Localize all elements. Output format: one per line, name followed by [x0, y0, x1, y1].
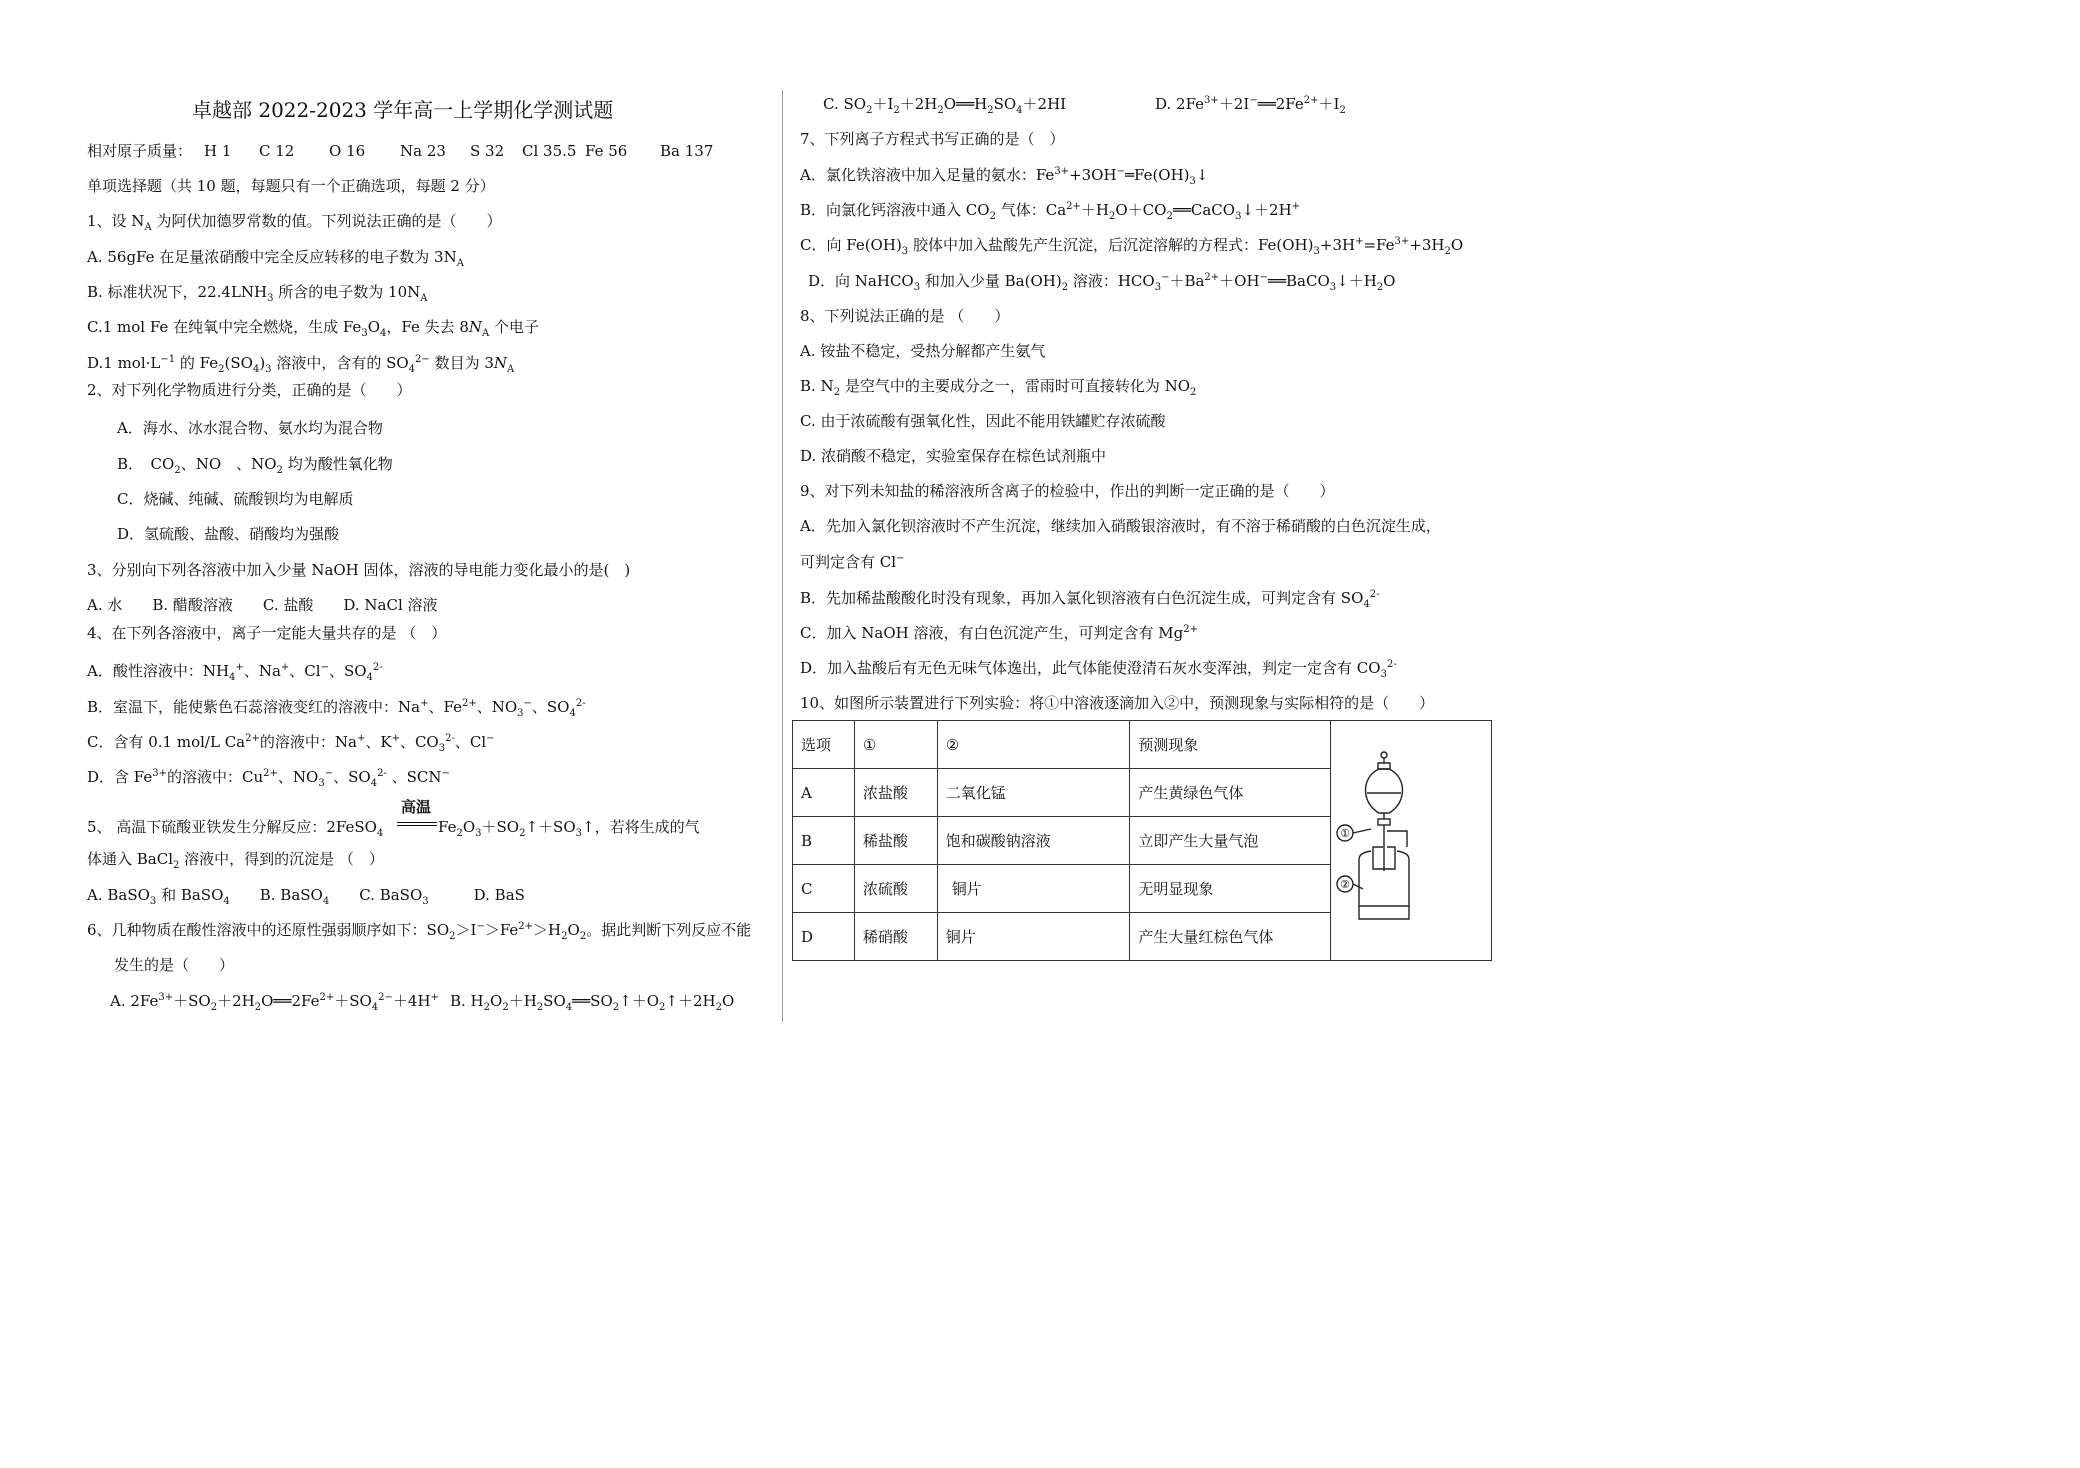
q6-option-c: C. $SO_2+I_2+2H_2O══H_2SO_4+2HI$	[823, 95, 1067, 116]
q5-stem-part3: 体通入 BaCl$_2$ 溶液中，得到的沉淀是 （ ）	[87, 850, 384, 871]
cell-reagent-2: 饱和碳酸钠溶液	[937, 817, 1130, 865]
q9-option-a-cont: 可判定含有 Cl−	[800, 553, 905, 571]
separatory-funnel-apparatus-icon	[1331, 721, 1491, 960]
q9-option-a: A．先加入氯化钡溶液时不产生沉淀，继续加入硝酸银溶液时，有不溶于稀硝酸的白色沉淀生成，	[800, 517, 1441, 535]
q5-stem-part2: $Fe_2O_3+SO_2↑+SO_3↑$，若将生成的气	[438, 818, 700, 839]
q5-equals-sign	[397, 822, 437, 826]
atomic-mass-s: S 32	[470, 142, 505, 160]
q8-option-a: A. 铵盐不稳定，受热分解都产生氨气	[800, 342, 1046, 360]
q5-options: A. BaSO$_3$ 和 BaSO$_4$ B. BaSO$_4$ C. BaSO$_3$ D. BaS	[87, 886, 525, 907]
cell-reagent-1: 浓硫酸	[854, 865, 937, 913]
q9-option-c: C．加入 NaOH 溶液，有白色沉淀产生，可判定含有 $Mg^{2+}$	[800, 624, 1198, 642]
cell-option: B	[793, 817, 855, 865]
q3-stem: 3、分别向下列各溶液中加入少量 NaOH 固体，溶液的导电能力变化最小的是( )	[87, 561, 631, 579]
q8-stem: 8、下列说法正确的是 （ ）	[800, 307, 1010, 325]
q5-stem-part1: 5、 高温下硫酸亚铁发生分解反应：2FeSO$_4$	[87, 818, 384, 839]
cell-prediction: 产生大量红棕色气体	[1130, 913, 1331, 961]
atomic-mass-o: O 16	[329, 142, 366, 160]
atomic-mass-ba: Ba 137	[660, 142, 714, 160]
atomic-mass-cl: Cl 35.5	[522, 142, 577, 160]
q9-stem: 9、对下列未知盐的稀溶液所含离子的检验中，作出的判断一定正确的是（ ）	[800, 482, 1335, 500]
cell-option: A	[793, 769, 855, 817]
atomic-mass-fe: Fe 56	[585, 142, 628, 160]
q6-option-b: B. $H_2O_2+H_2SO_4══SO_2↑+O_2↑+2H_2O$	[450, 992, 735, 1013]
q2-option-a: A．海水、冰水混合物、氨水均为混合物	[117, 419, 383, 437]
q2-option-c: C．烧碱、纯碱、硫酸钡均为电解质	[117, 490, 354, 508]
cell-reagent-1: 稀盐酸	[854, 817, 937, 865]
cell-prediction: 无明显现象	[1130, 865, 1331, 913]
atomic-mass-c: C 12	[259, 142, 295, 160]
header-reagent-1: ①	[854, 721, 937, 769]
page-title: 卓越部 2022-2023 学年高一上学期化学测试题	[192, 98, 614, 122]
section-heading: 单项选择题（共 10 题，每题只有一个正确选项，每题 2 分）	[87, 177, 495, 195]
cell-option: C	[793, 865, 855, 913]
q6-option-a: A. $2Fe^{3+}+SO_2+2H_2O══2Fe^{2+}+SO_4^{2-}+4H^+$	[110, 992, 439, 1013]
q1-option-c: C.1 mol Fe 在纯氧中完全燃烧，生成 $Fe_3O_4$，Fe 失去 $8N_A$ 个电子	[87, 318, 540, 339]
label-2: ②	[1340, 878, 1350, 891]
q10-table	[792, 720, 1492, 961]
q2-option-d: D．氢硫酸、盐酸、硝酸均为强酸	[117, 525, 340, 543]
apparatus-cell	[1330, 721, 1491, 961]
cell-reagent-2: 铜片	[937, 913, 1130, 961]
column-divider	[782, 90, 783, 1022]
q7-option-a: A．氯化铁溶液中加入足量的氨水：$Fe^{3+}+3OH^-═Fe(OH)_3↓$	[800, 166, 1209, 187]
cell-prediction: 产生黄绿色气体	[1130, 769, 1331, 817]
q1-option-a: A. 56gFe 在足量浓硝酸中完全反应转移的电子数为 $3N_A$	[87, 248, 464, 269]
q4-option-b: B．室温下，能使紫色石蕊溶液变红的溶液中：Na+、$Fe^{2+}$、$NO_3^-$、$SO_4^{2-}$	[87, 698, 586, 719]
table-header-row	[793, 721, 1492, 769]
q8-option-d: D. 浓硝酸不稳定，实验室保存在棕色试剂瓶中	[800, 447, 1107, 465]
q6-stem-cont: 发生的是（ ）	[114, 956, 235, 974]
q9-option-b: B．先加稀盐酸酸化时没有现象，再加入氯化钡溶液有白色沉淀生成，可判定含有 $SO_4^{2-}$	[800, 589, 1380, 610]
q4-stem: 4、在下列各溶液中，离子一定能大量共存的是 （ ）	[87, 624, 447, 642]
header-option: 选项	[793, 721, 855, 769]
q7-stem: 7、下列离子方程式书写正确的是（ ）	[800, 130, 1065, 148]
q4-option-c: C．含有 0.1 mol/L $Ca^{2+}$的溶液中：Na+、K+、$CO_3^{2-}$、Cl−	[87, 733, 495, 754]
q3-options: A. 水 B. 醋酸溶液 C. 盐酸 D. NaCl 溶液	[87, 596, 438, 614]
cell-prediction: 立即产生大量气泡	[1130, 817, 1331, 865]
q1-stem: 1、设 $N_A$ 为阿伏加德罗常数的值。下列说法正确的是（ ）	[87, 212, 502, 233]
q2-option-b: B． $CO_2$、NO 、$NO_2$ 均为酸性氧化物	[117, 455, 393, 476]
cell-option: D	[793, 913, 855, 961]
cell-reagent-1: 稀硝酸	[854, 913, 937, 961]
q1-option-b: B. 标准状况下，$22.4LNH_3$ 所含的电子数为 $10N_A$	[87, 283, 428, 304]
q6-stem: 6、几种物质在酸性溶液中的还原性强弱顺序如下：$SO_2>I^->Fe^{2+}>H_2O_2$。据此判断下列反应不能	[87, 921, 752, 942]
atomic-mass-label: 相对原子质量：	[87, 142, 193, 160]
cell-reagent-1: 浓盐酸	[854, 769, 937, 817]
q9-option-d: D．加入盐酸后有无色无味气体逸出，此气体能使澄清石灰水变浑浊，判定一定含有 $CO_3^{2-}$	[800, 659, 1397, 680]
q4-option-d: D．含 $Fe^{3+}$的溶液中：$Cu^{2+}$、$NO_3^-$、$SO_4^{2-}$ 、SCN−	[87, 768, 450, 789]
cell-reagent-2: 铜片	[937, 865, 1130, 913]
q8-option-b: B. $N_2$ 是空气中的主要成分之一，雷雨时可直接转化为 $NO_2$	[800, 377, 1197, 398]
header-prediction: 预测现象	[1130, 721, 1331, 769]
q10-stem: 10、如图所示装置进行下列实验：将①中溶液逐滴加入②中，预测现象与实际相符的是（ ）	[800, 694, 1435, 712]
q7-option-c: C．向 $Fe(OH)_3$ 胶体中加入盐酸先产生沉淀，后沉淀溶解的方程式：$Fe(OH)_3+3H^+=Fe^{3+}+3H_2O$	[800, 236, 1464, 257]
q1-option-d: D.1 $mol\cdot L^{-1}$ 的 $Fe_2(SO_4)_3$ 溶液中，含有的 $SO_4^{2-}$ 数目为 $3N_A$	[87, 354, 515, 375]
q4-option-a: A．酸性溶液中：$NH_4^+$、Na+、Cl−、$SO_4^{2-}$	[87, 662, 383, 683]
cell-reagent-2: 二氧化锰	[937, 769, 1130, 817]
atomic-mass-na: Na 23	[400, 142, 446, 160]
q2-stem: 2、对下列化学物质进行分类，正确的是（ ）	[87, 381, 412, 399]
header-reagent-2: ②	[937, 721, 1130, 769]
label-1: ①	[1340, 827, 1350, 840]
q8-option-c: C. 由于浓硫酸有强氧化性，因此不能用铁罐贮存浓硫酸	[800, 412, 1166, 430]
q7-option-d: D．向 NaHCO$_3$ 和加入少量 $Ba(OH)_2$ 溶液：$HCO_3^-+Ba^{2+}+OH^-══BaCO_3↓+H_2O$	[808, 272, 1396, 293]
atomic-mass-h: H 1	[204, 142, 232, 160]
q7-option-b: B．向氯化钙溶液中通入 $CO_2$ 气体：$Ca^{2+}+H_2O+CO_2══CaCO_3↓+2H^+$	[800, 201, 1301, 222]
q5-reaction-condition: 高温	[401, 798, 432, 816]
q6-option-d: D. $2Fe^{3+}+2I^-══2Fe^{2+}+I_2$	[1155, 95, 1346, 116]
